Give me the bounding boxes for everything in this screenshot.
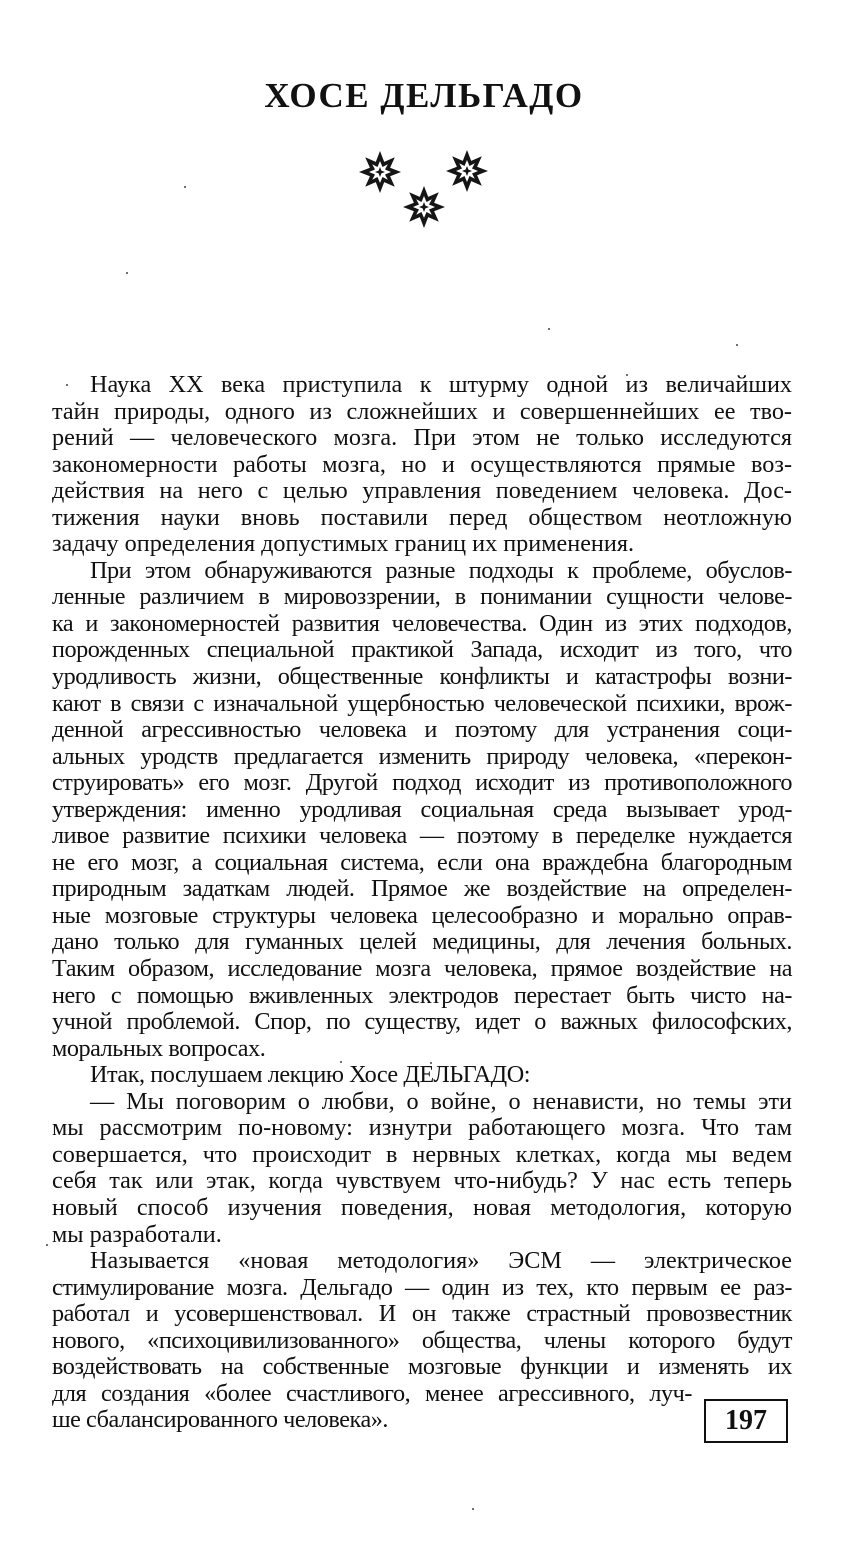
text-line: мы рассмотрим по-новому: изнутри работающего мозга. Что там <box>52 1114 792 1142</box>
text-line: При этом обнаруживаются разные подходы к проблеме, обуслов- <box>90 556 792 584</box>
text-line: не его мозг, а социальная система, если она враждебна благородным <box>52 848 792 876</box>
article-body <box>52 372 792 1434</box>
text-line: порожденных специальной практикой Запада, исходит из того, что <box>52 636 792 664</box>
text-line: струировать» его мозг. Другой подход исходит из противоположного <box>52 769 792 797</box>
text-line: дано только для гуманных целей медицины, для лечения больных. <box>52 928 792 956</box>
text-line: тайн природы, одного из сложнейших и совершеннейших ее тво- <box>52 397 792 425</box>
text-line: себя так или этак, когда чувствуем что-нибудь? У нас есть теперь <box>52 1167 792 1195</box>
text-line: альных уродств предлагается изменить природу человека, «перекон- <box>52 742 792 770</box>
star-icon-right <box>446 150 488 192</box>
page-number: 197 <box>704 1399 788 1443</box>
text-line: ные мозговые структуры человека целесообразно и морально оправ- <box>52 901 792 929</box>
star-icon-left <box>359 151 401 193</box>
text-line: учной проблемой. Спор, по существу, идет о важных философских, <box>52 1008 792 1036</box>
text-line: нового, «психоцивилизованного» общества, члены которого будут <box>52 1326 792 1354</box>
text-line: Таким образом, исследование мозга человека, прямое воздействие на <box>52 955 792 983</box>
text-line: для создания «более счастливого, менее агрессивного, луч- <box>52 1379 692 1407</box>
text-line: природным задаткам людей. Прямое же воздействие на определен- <box>52 875 792 903</box>
text-line: тижения науки вновь поставили перед обществом неотложную <box>52 503 792 531</box>
text-line: кают в связи с изначальной ущербностью человеческой психики, врож- <box>52 689 792 717</box>
text-line: Называется «новая методология» ЭСМ — электрическое <box>90 1247 792 1275</box>
text-line: — Мы поговорим о любви, о войне, о ненависти, но темы эти <box>90 1087 792 1115</box>
text-line: работал и усовершенствовал. И он также страстный провозвестник <box>52 1300 792 1328</box>
text-line: ливое развитие психики человека — поэтому в переделке нуждается <box>52 822 792 850</box>
paragraph-lecture-quote <box>52 1089 792 1248</box>
paragraph-esm <box>52 1248 792 1434</box>
text-line: рений — человеческого мозга. При этом не только исследуются <box>52 424 792 452</box>
text-line: новый способ изучения поведения, новая методология, которую <box>52 1193 792 1221</box>
text-line: закономерности работы мозга, но и осуществляются прямые воз- <box>52 450 792 478</box>
star-ornament-icon <box>352 144 502 244</box>
text-line: совершается, что происходит в нервных клетках, когда мы ведем <box>52 1140 792 1168</box>
page-title: ХОСЕ ДЕЛЬГАДО <box>264 76 584 115</box>
text-line: моральных вопросах. <box>52 1034 266 1062</box>
text-line: ленные различием в мировоззрении, в понимании сущности челове- <box>52 583 792 611</box>
text-line: утверждения: именно уродливая социальная среда вызывает урод- <box>52 795 792 823</box>
text-line: воздействовать на собственные мозговые функции и изменять их <box>52 1353 792 1381</box>
text-line: него с помощью вживленных электродов перестает быть чисто на- <box>52 981 792 1009</box>
text-line: действия на него с целью управления поведением человека. Дос- <box>52 477 792 505</box>
text-line: ше сбалансированного человека». <box>52 1406 388 1434</box>
text-line: Наука XX века приступила к штурму одной из величайших <box>90 371 792 398</box>
paragraph-lecture-intro <box>52 1062 792 1089</box>
text-line: мы разработали. <box>52 1220 222 1248</box>
text-line: ка и закономерностей развития человечества. Один из этих подходов, <box>52 609 792 637</box>
text-line: Итак, послушаем лекцию Хосе ДЕЛЬГАДО: <box>90 1061 531 1089</box>
text-line: стимулирование мозга. Дельгадо — один из тех, кто первым ее раз- <box>52 1273 792 1301</box>
text-line: уродливость жизни, общественные конфликты и катастрофы возни- <box>52 663 792 691</box>
paragraph-intro <box>52 372 792 558</box>
text-line: денной агрессивностью человека и поэтому для устранения соци- <box>52 716 792 744</box>
star-icon-bottom <box>403 186 445 228</box>
paragraph-approaches <box>52 558 792 1062</box>
text-line: задачу определения допустимых границ их применения. <box>52 530 634 558</box>
